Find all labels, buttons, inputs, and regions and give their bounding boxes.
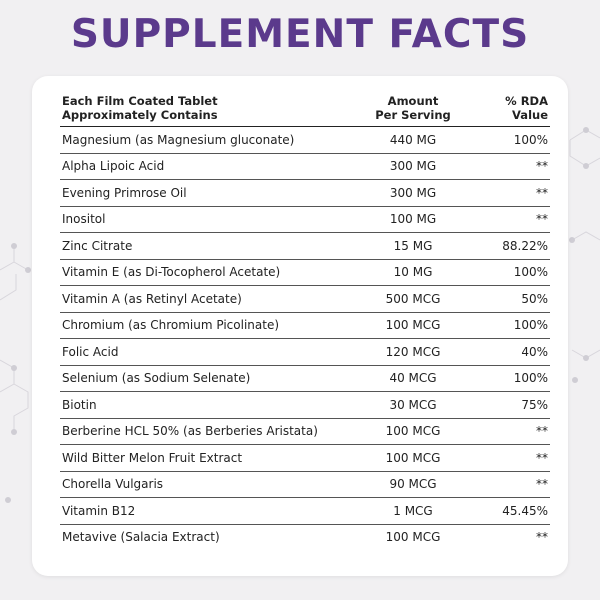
table-row: [60, 153, 550, 180]
ingredient-amount: 10 MG: [366, 259, 460, 286]
ingredient-name: Berberine HCL 50% (as Berberies Aristata): [60, 418, 366, 445]
ingredient-name: Vitamin E (as Di-Tocopherol Acetate): [60, 259, 366, 286]
table-row: [60, 180, 550, 207]
ingredient-rda: 50%: [460, 286, 550, 313]
header-rda-line-1: % RDA: [505, 94, 548, 108]
header-ingredient: [60, 90, 366, 127]
header-rda-line-2: Value: [512, 108, 548, 122]
header-amount: [366, 90, 460, 127]
ingredient-amount: 440 MG: [366, 127, 460, 154]
ingredient-name: Biotin: [60, 392, 366, 419]
ingredient-rda: **: [460, 153, 550, 180]
supplement-facts-table: [60, 90, 550, 550]
ingredient-amount: 500 MCG: [366, 286, 460, 313]
ingredient-name: Selenium (as Sodium Selenate): [60, 365, 366, 392]
ingredient-name: Chromium (as Chromium Picolinate): [60, 312, 366, 339]
table-row: [60, 392, 550, 419]
ingredient-rda: 100%: [460, 259, 550, 286]
table-row: [60, 445, 550, 472]
ingredient-name: Evening Primrose Oil: [60, 180, 366, 207]
table-row: [60, 418, 550, 445]
header-ingredient-line-2: Approximately Contains: [62, 108, 218, 122]
table-row: [60, 312, 550, 339]
ingredient-rda: **: [460, 180, 550, 207]
ingredient-rda: **: [536, 530, 548, 545]
header-ingredient-line-1: Each Film Coated Tablet: [62, 94, 218, 108]
ingredient-name: Magnesium (as Magnesium gluconate): [60, 127, 366, 154]
ingredient-amount: 100 MCG: [366, 418, 460, 445]
ingredient-name: Alpha Lipoic Acid: [60, 153, 366, 180]
ingredient-name: Vitamin B12: [60, 498, 366, 525]
ingredient-amount: 1 MCG: [366, 498, 460, 525]
table-row: [60, 259, 550, 286]
ingredient-rda: 88.22%: [460, 233, 550, 260]
ingredient-amount: 100 MCG: [366, 312, 460, 339]
ingredient-rda: **: [460, 445, 550, 472]
page-title: SUPPLEMENT FACTS: [70, 12, 530, 57]
table-row: [60, 524, 550, 550]
ingredient-amount: 15 MG: [366, 233, 460, 260]
table-row: [60, 365, 550, 392]
ingredient-name: Wild Bitter Melon Fruit Extract: [60, 445, 366, 472]
supplement-facts-card: [32, 76, 568, 576]
table-row: [60, 471, 550, 498]
table-row: [60, 206, 550, 233]
ingredient-rda: **: [460, 418, 550, 445]
ingredient-name: Zinc Citrate: [60, 233, 366, 260]
ingredient-name: Folic Acid: [60, 339, 366, 366]
header-amount-line-2: Per Serving: [375, 108, 451, 122]
table-row: [60, 127, 550, 154]
table-body: [60, 127, 550, 551]
ingredient-rda: **: [460, 206, 550, 233]
header-rda: [460, 90, 550, 127]
ingredient-rda: **: [460, 471, 550, 498]
ingredient-name: Chorella Vulgaris: [60, 471, 366, 498]
ingredient-amount: 100 MCG: [385, 530, 441, 545]
ingredient-amount: 300 MG: [366, 180, 460, 207]
ingredient-amount: 40 MCG: [366, 365, 460, 392]
ingredient-amount: 90 MCG: [366, 471, 460, 498]
table-row: [60, 498, 550, 525]
ingredient-amount: 300 MG: [366, 153, 460, 180]
ingredient-rda: 100%: [460, 312, 550, 339]
ingredient-rda: 75%: [460, 392, 550, 419]
ingredient-amount: 100 MCG: [366, 445, 460, 472]
ingredient-amount: 120 MCG: [366, 339, 460, 366]
header-amount-line-1: Amount: [387, 94, 439, 108]
ingredient-amount: 30 MCG: [366, 392, 460, 419]
table-row: [60, 233, 550, 260]
ingredient-name: Metavive (Salacia Extract): [62, 530, 220, 545]
ingredient-amount: 100 MG: [366, 206, 460, 233]
table-row: [60, 339, 550, 366]
table-header: [60, 90, 550, 127]
ingredient-name: Vitamin A (as Retinyl Acetate): [60, 286, 366, 313]
ingredient-name: Inositol: [60, 206, 366, 233]
ingredient-rda: 40%: [460, 339, 550, 366]
ingredient-rda: 100%: [460, 127, 550, 154]
table-row: [60, 286, 550, 313]
ingredient-rda: 45.45%: [460, 498, 550, 525]
ingredient-rda: 100%: [460, 365, 550, 392]
